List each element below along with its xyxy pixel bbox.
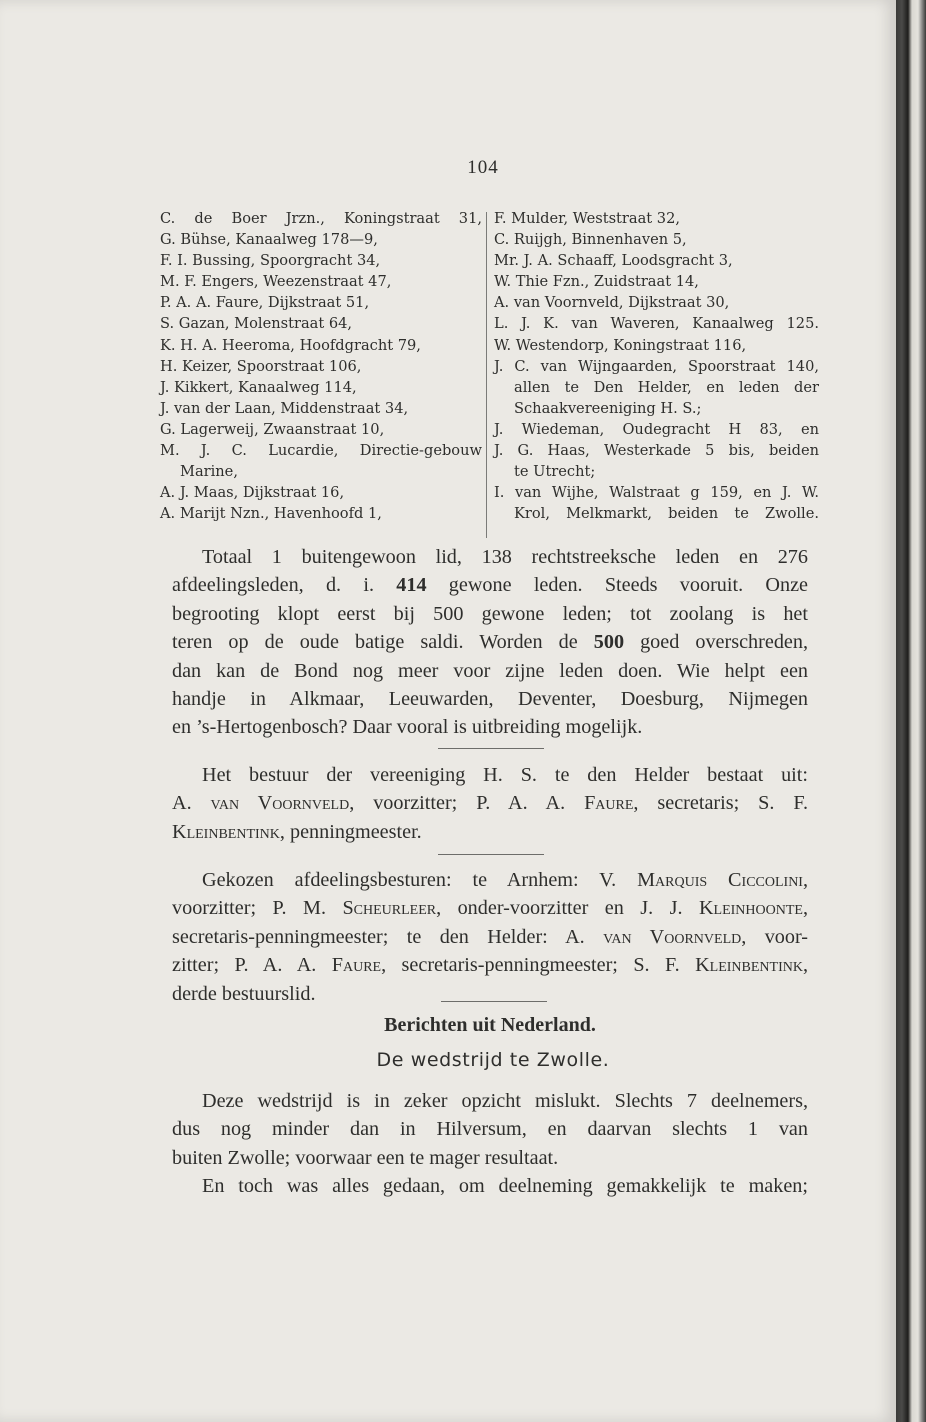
member-entry: F. Mulder, Weststraat 32, [494,210,681,227]
column-divider [486,212,487,538]
text-line: buiten Zwolle; voorwaar een te mager resultaat. [172,1146,559,1169]
section-subheading: De wedstrijd te Zwolle. [376,1049,610,1071]
text-line: teren op de oude batige saldi. Worden de 500 goed overschreden, [172,631,809,654]
member-entry-continuation: Marine, [180,463,238,481]
member-entry: J. Kikkert, Kanaalweg 114, [160,378,357,396]
member-entry-continuation: allen te Den Helder, en leden der [514,378,819,396]
gekozen-paragraph [172,866,808,1008]
member-entry-continuation: te Utrecht; [514,463,596,481]
bestuur-paragraph [172,761,808,846]
name-smallcaps: Kleinhoonte [698,897,803,920]
member-entry: J. Wiedeman, Oudegracht H 83, en [494,420,819,438]
text-line: begrooting klopt eerst bij 500 gewone leden; tot zoolang is het [172,602,808,625]
text-line: Totaal 1 buitengewoon lid, 138 rechtstreeksche leden en 276 [202,546,808,568]
page-number: 104 [467,157,499,178]
text-line: afdeelingsleden, d. i. 414 gewone leden. Steeds vooruit. Onze [172,574,808,597]
text-line: Gekozen afdeelingsbesturen: te Arnhem: V. Marquis Ciccolini, [202,869,809,891]
text-line: dus nog minder dan in Hilversum, en daarvan slechts 1 van [172,1118,808,1141]
member-entry: A. Marijt Nzn., Havenhoofd 1, [160,505,382,523]
member-entry: S. Gazan, Molenstraat 64, [160,315,353,333]
member-entry: W. Westendorp, Koningstraat 116, [494,336,747,354]
member-entry: I. van Wijhe, Walstraat g 159, en J. W. [494,484,819,502]
name-smallcaps: Marquis Ciccolini [637,869,803,891]
member-entry: P. A. A. Faure, Dijkstraat 51, [160,294,370,312]
text-line: Deze wedstrijd is in zeker opzicht mislukt. Slechts 7 deelnemers, [202,1090,808,1112]
member-entry: W. Thie Fzn., Zuidstraat 14, [494,273,699,291]
name-smallcaps: van Voornveld [603,925,742,948]
name-smallcaps: Kleinbentink [172,820,280,843]
name-smallcaps: Kleinbentink [695,954,803,977]
target-count: 500 [593,631,625,654]
member-entry-continuation: Krol, Melkmarkt, beiden te Zwolle. [514,505,819,523]
total-count: 414 [396,574,427,597]
member-entry-continuation: Schaakvereeniging H. S.; [514,399,702,417]
section-separator [441,1001,547,1002]
text-line: En toch was alles gedaan, om deelneming gemakkelijk te maken; [202,1175,808,1198]
member-entry: C. de Boer Jrzn., Koningstraat 31, [160,210,482,227]
member-entry: K. H. A. Heeroma, Hoofdgracht 79, [160,336,421,354]
member-list-right [494,208,819,524]
text-line: Het bestuur der vereeniging H. S. te den Helder bestaat uit: [202,764,808,786]
member-entry: A. J. Maas, Dijkstraat 16, [160,484,345,502]
text-line: dan kan de Bond nog meer voor zijne leden doen. Wie helpt een [172,659,808,682]
name-smallcaps: Faure [584,792,634,815]
text-line: secretaris-penningmeester; te den Helder: A. van Voornveld, voor- [172,925,809,948]
member-entry: H. Keizer, Spoorstraat 106, [160,357,362,375]
member-entry: J. C. van Wijngaarden, Spoorstraat 140, [494,357,819,375]
member-entry: M. J. C. Lucardie, Directie-gebouw [160,442,482,460]
text-line: A. van Voornveld, voorzitter; P. A. A. Faure, secretaris; S. F. [172,792,808,815]
member-entry: L. J. K. van Waveren, Kanaalweg 125. [494,315,819,333]
wedstrijd-paragraph [172,1087,808,1201]
totaal-paragraph [172,543,808,742]
section-heading: Berichten uit Nederland. [384,1014,596,1036]
text-line: Kleinbentink, penningmeester. [172,820,422,843]
section-separator [438,748,544,749]
member-entry: J. van der Laan, Middenstraat 34, [160,399,409,417]
member-entry: G. Lagerweij, Zwaanstraat 10, [160,420,385,438]
section-separator [438,854,544,855]
name-smallcaps: Scheurleer [342,897,437,920]
text-line: zitter; P. A. A. Faure, secretaris-penningmeester; S. F. Kleinbentink, [172,954,808,977]
member-entry: M. F. Engers, Weezenstraat 47, [160,273,392,291]
member-entry: Mr. J. A. Schaaff, Loodsgracht 3, [494,252,733,270]
book-spine-edge [896,0,926,1422]
member-list-left [160,208,482,524]
name-smallcaps: Faure [331,954,382,977]
text-line: handje in Alkmaar, Leeuwarden, Deventer, Doesburg, Nijmegen [172,688,808,711]
name-smallcaps: A. van Voornveld [172,792,350,815]
member-entry: C. Ruijgh, Binnenhaven 5, [494,231,687,249]
text-line: derde bestuurslid. [172,982,316,1005]
text-line: en ’s-Hertogenbosch? Daar vooral is uitbreiding mogelijk. [172,716,643,739]
text-line: voorzitter; P. M. Scheurleer, onder-voorzitter en J. J. Kleinhoonte, [172,897,808,920]
member-entry: F. I. Bussing, Spoorgracht 34, [160,252,381,270]
member-entry: J. G. Haas, Westerkade 5 bis, beiden [494,442,819,460]
member-entry: A. van Voornveld, Dijkstraat 30, [494,294,730,312]
member-entry: G. Bühse, Kanaalweg 178—9, [160,231,378,249]
